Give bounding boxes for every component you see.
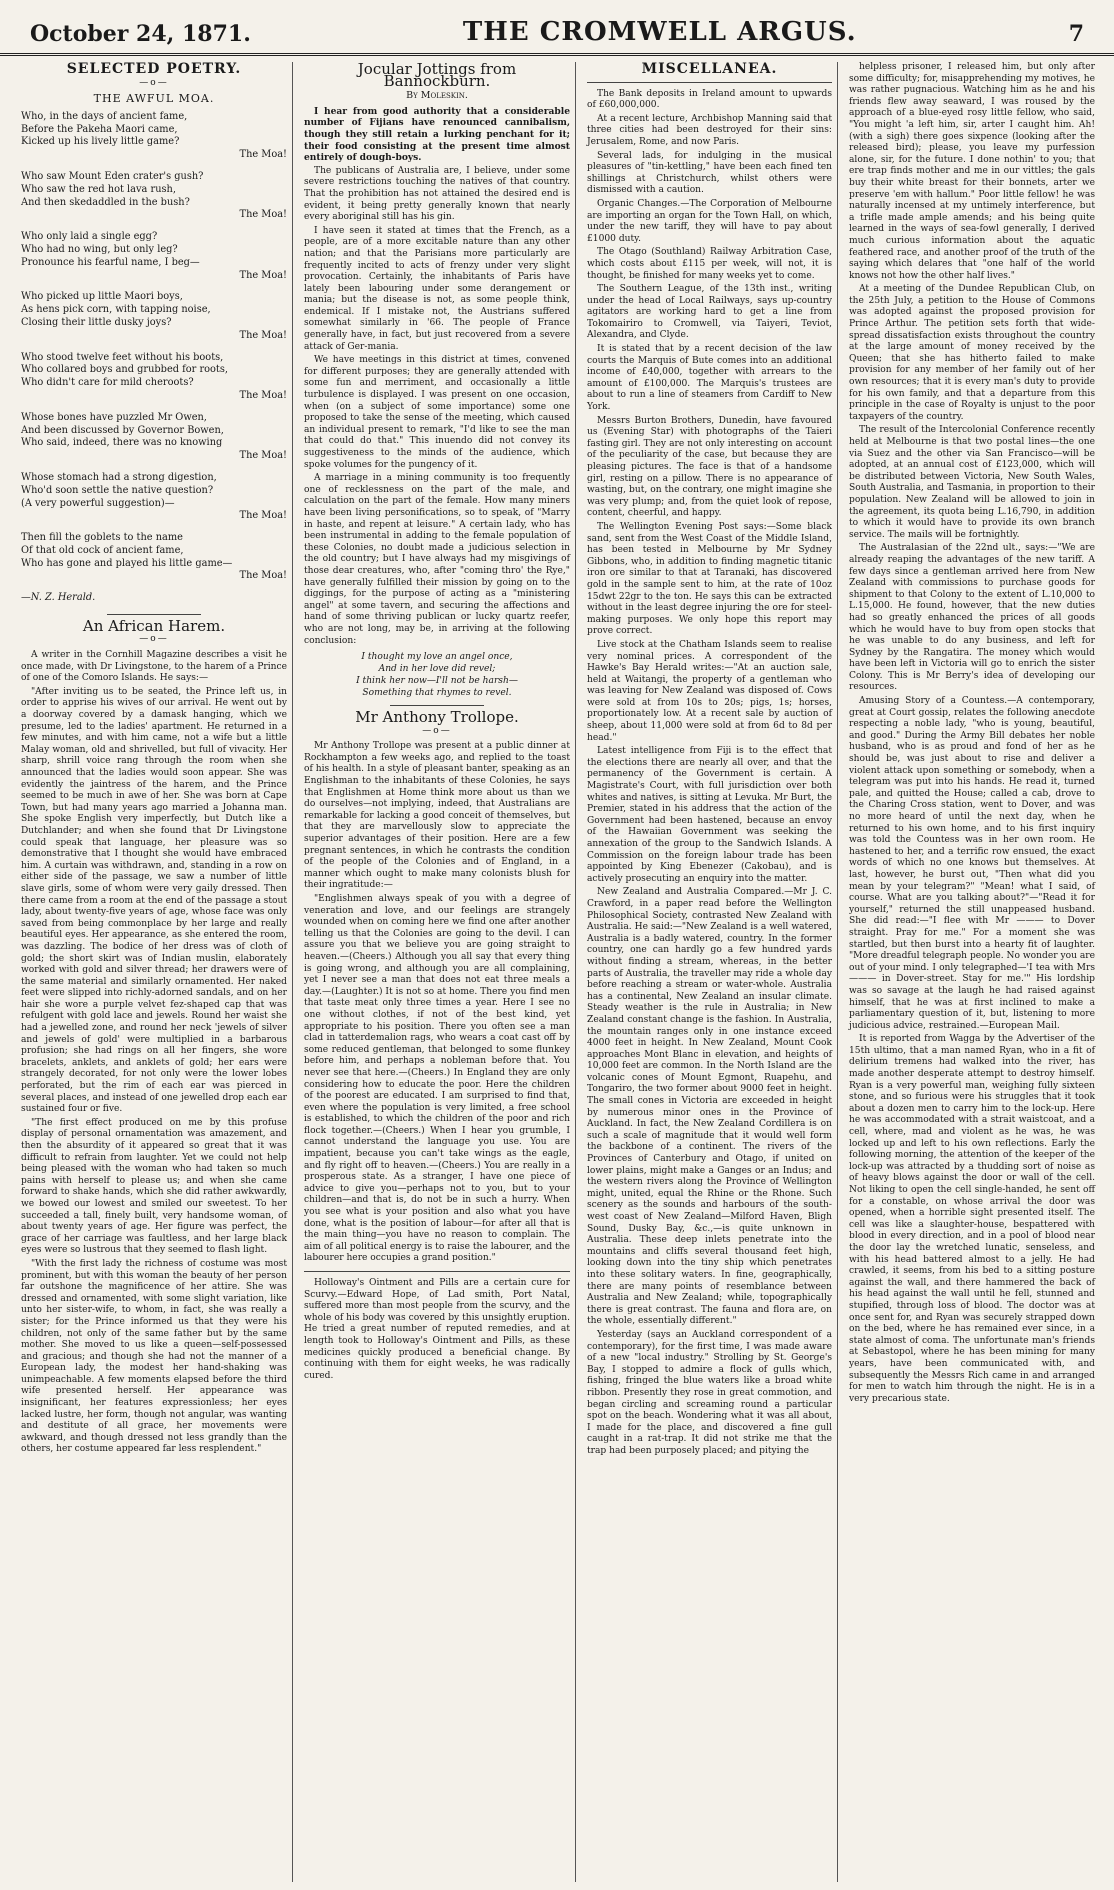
poem-line: Who had no wing, but only leg? bbox=[21, 243, 178, 255]
poem-line: Then fill the goblets to the name bbox=[21, 532, 183, 544]
poem-line: Who'd soon settle the native question? bbox=[21, 484, 214, 496]
divider bbox=[107, 614, 200, 615]
column-2 bbox=[299, 62, 576, 1882]
jottings-body bbox=[304, 106, 570, 647]
page-number: 7 bbox=[1068, 21, 1084, 47]
poem-line: Who has gone and played his little game— bbox=[21, 557, 233, 569]
paragraph: Live stock at the Chatham Islands seem to realise very nominal prices. A correspondent of the Hawke's Bay Herald writes:—"At an auction sale, held at Waitangi, the property of a gentleman who was leaving for New Zealand was disposed of. Cows were sold at from 10s to 20s; pigs, 1s; horses, proportionately low. At a recent sale by auction of sheep, about 11,000 were sold at from 6d to 8d per head." bbox=[587, 639, 832, 743]
verse-line: Something that rhymes to revel. bbox=[362, 688, 512, 699]
paragraph: The Southern League, of the 13th inst., writing under the head of Local Railways, says up-country agitators are working hard to get a line from Tokomairiro to Cromwell, via Taiyeri, Teviot, Alexandra, and Clyde. bbox=[587, 284, 832, 341]
poem-stanza bbox=[21, 472, 287, 523]
section-title-miscellanea: MISCELLANEA. bbox=[641, 62, 778, 77]
poem-refrain: The Moa! bbox=[239, 269, 287, 281]
divider bbox=[304, 1271, 570, 1272]
paragraph: A marriage in a mining community is too frequently one of recklessness on the part of the male, and calculation on the part of the female. How many miners have been living personifications, so to speak, of "Marry in haste, and repent at leisure." A certain lady, who has been instrumental in adding to the female population of these Colonies, no doubt made a judicious selection in the old country; but I have always had my misgivings of those dear creatures, who, after "coming thro' the Rye," have generally fulfilled their mission by going on to the diggings, for the purpose of acting as a "ministering angel" at some tavern, and securing the affections and hand of some thriving publican or lucky quartz reefer, who are not long, may be, in arriving at the following conclusion: bbox=[304, 473, 570, 646]
paragraph: The Otago (Southland) Railway Arbitration Case, which costs about £115 per week, will not, it is thought, be finished for many weeks yet to come. bbox=[587, 247, 832, 281]
poem-line: Who, in the days of ancient fame, bbox=[21, 110, 188, 122]
verse-line: I thought my love an angel once, bbox=[361, 652, 513, 663]
column-4 bbox=[844, 62, 1100, 1882]
paragraph: The Australasian of the 22nd ult., says:—"We are already reaping the advantages of the new tariff. A few days since a gentleman arrived here from New Zealand with commissions to purchase goods for shipment to that Colony to the extent of L.10,000 to L.15,000. He found, however, that the new duties had so greatly enhanced the prices of all goods which he would have to buy from open stocks that he was unable to do any business, and left for Sydney by the Rangatira. The money which would have been left in Victoria will go to enrich the sister Colony. This is Mr Berry's idea of developing our resources. bbox=[849, 543, 1095, 693]
poem-line: As hens pick corn, with tapping noise, bbox=[21, 304, 211, 316]
paragraph: Organic Changes.—The Corporation of Melbourne are importing an organ for the Town Hall, on which, under the new tariff, they will have to pay about £1000 duty. bbox=[587, 198, 832, 244]
verse bbox=[304, 651, 570, 699]
trollope-body bbox=[304, 741, 570, 1265]
section-title-jocular-jottings: Jocular Jottings from Bannockburn. bbox=[357, 62, 517, 90]
poem-line: Who picked up little Maori boys, bbox=[21, 291, 183, 303]
paragraph: It is stated that by a recent decision of the law courts the Marquis of Bute comes into an additional income of £40,000, together with arrears to the amount of £100,000. The Marquis's trustees are about to run a line of steamers from Cardiff to New York. bbox=[587, 344, 832, 413]
newspaper-columns bbox=[16, 62, 1098, 1882]
poem-line: (A very powerful suggestion)— bbox=[21, 497, 175, 509]
article-title-african-harem: An African Harem. bbox=[82, 616, 226, 635]
poem-line: Pronounce his fearful name, I beg— bbox=[21, 256, 200, 268]
miscellanea-body bbox=[587, 89, 832, 1458]
miscellanea-continued bbox=[849, 62, 1095, 1405]
poem-refrain: The Moa! bbox=[239, 389, 287, 401]
poem-line: Who only laid a single egg? bbox=[21, 231, 158, 243]
paragraph: The result of the Intercolonial Conference recently held at Melbourne is that two postal lines—the one via Suez and the other via San Francisco—will be adopted, at an annual cost of £123,000, which will be distributed between Victoria, New South Wales, South Australia, and Tasmania, in proportion to their population. New Zealand will be allowed to join in the agreement, its quota being L.16,790, in addition to which it would have to provide its own branch service. The mails will be fortnightly. bbox=[849, 425, 1095, 540]
poem-line: Who saw the red hot lava rush, bbox=[21, 183, 176, 195]
ornament: —o— bbox=[139, 77, 169, 88]
column-1 bbox=[16, 62, 293, 1882]
poem-line: Before the Pakeha Maori came, bbox=[21, 123, 178, 135]
paragraph: The Bank deposits in Ireland amount to upwards of £60,000,000. bbox=[587, 88, 832, 111]
paragraph: Amusing Story of a Countess.—A contemporary, great at Court gossip, relates the following anecdote respecting a noble lady, "who is young, beautiful, and good." During the Army Bill debates her noble husband, who is as proud and fond of her as he should be, was just about to rise and deliver a violent attack upon something or somebody, when a telegram was put into his hands. He read it, turned pale, and quitted the House; called a cab, drove to the Charing Cross station, went to Dover, and was no more heard of until the next day, when he returned to his own home, and to his first inquiry was told the Countess was in her own room. He hastened to her, and a terrific row ensued, the exact words of which no one knows but themselves. At last, however, he burst out, "Then what did you mean by your telegram?" "Mean! what I said, of course. What are you talking about?"—"Read it for yourself," returned the still unappeased husband. She did read:—"I flee with Mr ——— to Dover straight. Pray for me." For a moment she was startled, but then burst into a hearty fit of laughter. "More dreadful telegraph people. No wonder you are out of your mind. I only telegraphed—'I tea with Mrs ——— in Dover-street. Stay for me.'" His lordship was so savage at the laugh he had raised against himself, that he was at first inclined to make a parliamentary question of it, but, listening to more judicious advice, restrained.—European Mail. bbox=[849, 696, 1095, 1031]
poem-stanza bbox=[21, 291, 287, 342]
poem-line: And been discussed by Governor Bowen, bbox=[21, 424, 224, 436]
holloway-notice: Holloway's Ointment and Pills are a certain cure for Scurvy.—Edward Hope, of Lad smith, Port Natal, suffered more than most people from the scurvy, and the whole of his body was covered by this unsightly eruption. He tried a great number of reputed remedies, and at length took to Holloway's Ointment and Pills, as these medicines quickly produced a beneficial change. By continuing with them for eight weeks, he was radically cured. bbox=[304, 1278, 570, 1381]
poem-credit: —N. Z. Herald. bbox=[21, 592, 96, 604]
byline: By Moleskin. bbox=[406, 90, 468, 102]
poem-line: Who said, indeed, there was no knowing bbox=[21, 437, 223, 449]
paragraph: I have seen it stated at times that the French, as a people, are of a more excitable nature than any other nation; and that the Parisians more particularly are frequently incited to acts of frenzy under very slight provocation. Certainly, the inhabitants of Paris have lately been labouring under some derangement or mania; but the disease is not, as some people think, endemical. If I mistake not, the Austrians suffered somewhat similarly in '66. The people of France generally have, in fact, but just recovered from a severe attack of Ger-mania. bbox=[304, 225, 570, 352]
paragraph: Latest intelligence from Fiji is to the effect that the elections there are nearly all over, and that the permanency of the Government is certain. A Magistrate's Court, with full jurisdiction over both whites and natives, is sitting at Levuka. Mr Burt, the Premier, stated in his address that the action of the Government had been hastened, because an envoy of the Hawaiian Government was seeking the annexation of the group to the Sandwich Islands. A Commission on the foreign labour trade has been appointed by King Ebenezer (Cakobau), and is actively prosecuting an enquiry into the matter. bbox=[587, 746, 832, 884]
poem-title: THE AWFUL MOA. bbox=[93, 92, 215, 106]
paragraph: Mr Anthony Trollope was present at a public dinner at Rockhampton a few weeks ago, and replied to the toast of his health. In a style of pleasant banter, speaking as an Englishman to the inhabitants of these Colonies, he says that Englishmen at Home think more about us than we do ourselves—not implying, indeed, that Australians are remarkable for lacking a good conceit of themselves, but that they are marvellously slow to appreciate the superior advantages of their position. Here are a few pregnant sentences, in which he contrasts the condition of the people of the Colonies and of England, in a manner which ought to make many colonists blush for their ingratitude:— bbox=[304, 741, 570, 891]
poem-line: Who stood twelve feet without his boots, bbox=[21, 351, 224, 363]
poem-stanza bbox=[21, 231, 287, 282]
section-title-selected-poetry: SELECTED POETRY. bbox=[66, 62, 242, 77]
poem-refrain: The Moa! bbox=[239, 450, 287, 462]
paragraph: "Englishmen always speak of you with a degree of veneration and love, and our feelings are strangely wounded when on coming here we find one after another telling us that the Colonies are going to the devil. I can assure you that we believe you are going straight to heaven.—(Cheers.) Although you all say that every thing is going wrong, and although you are all complaining, yet I never see a man that does not eat three meals a day.—(Laughter.) It is not so at home. There you find men that taste meat only three times a year. Here I see no one without clothes, if not of the best kind, yet appropriate to his position. There you often see a man clad in tatterdemalion rags, who wears a coat cast off by some reduced gentleman, that belonged to some flunkey before him, and perhaps a nobleman before that. You never see that here.—(Cheers.) In England they are only considering how to educate the poor. Here the children of the poorest are educated. I am surprised to find that, even where the population is very limited, a free school is established, to which the children of the poor and rich flock together.—(Cheers.) When I hear you grumble, I cannot understand the language you use. You are impatient, because you can't take wings as the eagle, and fly right off to heaven.—(Cheers.) You are really in a prosperous state. As a stranger, I have one piece of advice to give you—perhaps not to you, but to your children—and that is, do not be in such a hurry. When you see what is your position and also what you have done, what is the position of labour—for after all that is the main thing—you have no reason to complain. The aim of all political energy is to raise the labourer, and the labourer here occupies a grand position." bbox=[304, 894, 570, 1264]
poem-body bbox=[21, 111, 287, 584]
poem-stanza bbox=[21, 171, 287, 222]
poem-line: And then skedaddled in the bush? bbox=[21, 196, 190, 208]
newspaper-title: THE CROMWELL ARGUS. bbox=[462, 17, 857, 47]
paragraph: The publicans of Australia are, I believe, under some severe restrictions touching the natives of that country. That the prohibition has not attained the desired end is evident, it being pretty generally known that nearly every aboriginal still has his gin. bbox=[304, 165, 570, 223]
paragraph: "After inviting us to be seated, the Prince left us, in order to apprise his wives of our arrival. He went out by a doorway covered by a damask hanging, which we presume, led to the ladies' apartment. He returned in a few minutes, and with him came, not a wife but a little Malay woman, old and shrivelled, but full of vivacity. Her sharp, shrill voice rang through the room when she announced that the ladies would soon appear. She was evidently the jaintress of the harem, and the Prince seemed to be much in awe of her. She was born at Cape Town, but had many years ago married a Johanna man. She spoke English very imperfectly, but Dutch like a Dutchlander; and when she found that Dr Livingstone could speak that language, her pleasure was so demonstrative that I thought she would have embraced him. A curtain was withdrawn, and, standing in a row on either side of the passage, we saw a number of little slave girls, some of whom were very gaily dressed. Then there came from a room at the end of the passage a stout lady, about twenty-five years of age, whose face was only saved from being commonplace by her large and really beautiful eyes. Her appearance, as she entered the room, was dazzling. The bodice of her dress was of cloth of gold; the short skirt was of Indian muslin, elaborately worked with gold and silver thread; her drawers were of the same material and similarly ornamented. Her naked feet were slipped into richly-adorned sandals, and on her hair she wore a purple velvet fez-shaped cap that was refulgent with gold lace and jewels. Round her waist she had a jewelled zone, and round her neck 'jewels of silver and jewels of gold' were multiplied in a barbarous profusion; she had rings on all her fingers, she wore bracelets, anklets, and anklets of gold; her ears were strangely decorated, for not only were the lower lobes perforated, but the rim of each ear was pierced in several places, and instead of one jewelled drop each ear sustained four or five. bbox=[21, 686, 287, 1115]
paragraph: New Zealand and Australia Compared.—Mr J. C. Crawford, in a paper read before the Wellington Philosophical Society, contrasted New Zealand with Australia. He said:—"New Zealand is a well watered, Australia is a badly watered, country. In the former country, one can hardly go a few hundred yards without finding a stream, whereas, in the better parts of Australia, the traveller may ride a whole day before reaching a stream or water-whole. Australia has a continental, New Zealand an insular climate. Steady weather is the rule in Australia; in New Zealand constant change is the fashion. In Australia, the mountain ranges only in one instance exceed 4000 feet in height. In New Zealand, Mount Cook approaches Mont Blanc in elevation, and heights of 10,000 feet are common. In the North Island are the volcanic cones of Mount Egmont, Ruapehu, and Tongariro, the two former about 9000 feet in height. The small cones in Victoria are exceeded in height by numerous minor ones in the Province of Auckland. In fact, the New Zealand Cordillera is on such a scale of magnitude that it would well form the backbone of a continent. The rivers of the Provinces of Canterbury and Otago, if united on lower plains, might make a Ganges or an Indus; and the western rivers along the Province of Wellington might, united, equal the Rhine or the Rhone. Such scenery as the sounds and harbours of the south-west coast of New Zealand—Milford Haven, Bligh Sound, Dusky Bay, &c.,—is quite unknown in Australia. These deep inlets penetrate into the mountains and cliffs several thousand feet high, looking down into the tiny ship which penetrates into these solitary waters. In fine, geographically, there are many points of resemblance between Australia and New Zealand; while, topographically there is great contrast. The fauna and flora are, on the whole, essentially different." bbox=[587, 887, 832, 1327]
poem-refrain: The Moa! bbox=[239, 149, 287, 161]
issue-date: October 24, 1871. bbox=[30, 21, 251, 47]
poem-line: Whose bones have puzzled Mr Owen, bbox=[21, 411, 207, 423]
paragraph: Several lads, for indulging in the musical pleasures of "tin-kettling," have been each fined ten shillings at Christchurch, whilst others were dismissed with a caution. bbox=[587, 150, 832, 196]
verse-line: And in her love did revel; bbox=[378, 664, 496, 675]
verse-line: I think her now—I'll not be harsh— bbox=[356, 676, 518, 687]
paragraph: "The first effect produced on me by this profuse display of personal ornamentation was amazement, and then the absurdity of it appeared so great that it was difficult to refrain from laughter. Yet we could not help being pleased with the woman who had taken so much pains with herself to please us; and when she came forward to shake hands, which she did rather awkwardly, we bowed our lowest and smiled our sweetest. To her succeeded a tall, finely built, very handsome woman, of about twenty years of age. Her figure was perfect, the grace of her carriage was faultless, and her large black eyes were so lustrous that they seemed to flash light. bbox=[21, 1117, 287, 1256]
paragraph: Messrs Burton Brothers, Dunedin, have favoured us (Evening Star) with photographs of the Taieri fasting girl. They are not only interesting on account of the peculiarity of the case, but because they are pleasing pictures. The face is that of a handsome girl, resting on a pillow. There is no appearance of wasting, but, on the contrary, one might imagine she was very plump; and, from the quiet look of repose, content, cheerful, and happy. bbox=[587, 415, 832, 519]
paragraph: Yesterday (says an Auckland correspondent of a contemporary), for the first time, I was made aware of a new "local industry." Strolling by St. George's Bay, I stopped to admire a flock of gulls which, fishing, fringed the blue waters like a broad white ribbon. Presently they rose in great commotion, and began circling and screaming round a particular spot on the beach. Wondering what it was all about, I made for the place, and discovered a fine gull caught in a rat-trap. It did not strike me that the trap had been purposely placed; and pitying the bbox=[587, 1329, 832, 1456]
divider bbox=[390, 705, 483, 706]
paragraph: helpless prisoner, I released him, but only after some difficulty; for, misapprehending my motives, he was rather pugnacious. Watching him as he and his friends flew away seaward, I was roused by the approach of a blue-eyed rosy little fellow, who said, "You might 'a left him, sir, arter I caught him. Ah! (with a sigh) there goes sixpence (looking after the released bird); please, you leave my purfession alone, sir, for the future. I done nothin' to you; that ere trap finds mother and me in our vittles; the gals buy their white breast for their bonnets, arter we preserve 'em with hallum." Poor little fellow! he was naturally incensed at my untimely interference, but a trifle made ample amends; and his being quite learned in the ways of sea-fowl generally, I derived much curious information about the aquatic feathered race, and another proof of the truth of the saying which delares that "one half of the world knows not how the other half lives." bbox=[849, 62, 1095, 281]
poem-stanza bbox=[21, 352, 287, 403]
poem-refrain: The Moa! bbox=[239, 209, 287, 221]
ornament: —o— bbox=[139, 634, 169, 645]
column-3 bbox=[582, 62, 838, 1882]
paragraph: The Wellington Evening Post says:—Some black sand, sent from the West Coast of the Middle Island, has been tested in Melbourne by Mr Sydney Gibbons, who, in addition to finding magnetic titanic iron ore similar to that at Taranaki, has discovered gold in the sample sent to him, at the rate of 10oz 15dwt 22gr to the ton. He says this can be extracted without in the least degree injuring the ore for steel-making purposes. We only hope this report may prove correct. bbox=[587, 521, 832, 637]
divider bbox=[587, 82, 832, 83]
poem-refrain: The Moa! bbox=[239, 510, 287, 522]
poem-refrain: The Moa! bbox=[239, 570, 287, 582]
paragraph: At a recent lecture, Archbishop Manning said that three cities had been destroyed for their sins: Jerusalem, Rome, and now Paris. bbox=[587, 113, 832, 147]
article-title-trollope: Mr Anthony Trollope. bbox=[355, 708, 519, 727]
masthead bbox=[0, 0, 1114, 56]
poem-stanza bbox=[21, 111, 287, 162]
poem-line: Of that old cock of ancient fame, bbox=[21, 544, 184, 556]
paragraph: "With the first lady the richness of costume was most prominent, but with this woman the beauty of her person far outshone the magnificence of her attire. She was dressed and ornamented, with some slight variation, like unto her sister-wife, to whom, in fact, she was really a sister; for the Prince informed us that they were his children, not only of the same father but by the same mother. She moved to us like a queen—self-possessed and gracious; and though she had not the manner of a European lady, the modest her hand-shaking was unimpeachable. A few moments elapsed before the third wife presented herself. Her appearance was insignificant, her features expressionless; her eyes lacked lustre, her form, though not angular, was wanting and destitute of all grace, her movements were awkward, and though dressed not less grandly than the others, her costume appeared far less resplendent." bbox=[21, 1258, 287, 1455]
poem-line: Closing their little dusky joys? bbox=[21, 316, 172, 328]
poem-stanza bbox=[21, 412, 287, 463]
poem-line: Whose stomach had a strong digestion, bbox=[21, 471, 217, 483]
paragraph: I hear from good authority that a considerable number of Fijians have renounced cannibalism, though they still retain a lurking penchant for it; their food consisting at the present time almost entirely of dough-boys. bbox=[304, 105, 570, 164]
poem-line: Kicked up his lively little game? bbox=[21, 136, 180, 148]
paragraph: It is reported from Wagga by the Advertiser of the 15th ultimo, that a man named Ryan, who in a fit of delirium tremens had walked into the river, has made another desperate attempt to destroy himself. Ryan is a very powerful man, weighing fully sixteen stone, and so furious were his struggles that it took about a dozen men to carry him to the lock-up. Here he was accommodated with a strait waistcoat, and a cell, where, mad and violent as he was, he was locked up and left to his own reflections. Early the following morning, the attention of the keeper of the lock-up was attracted by a thudding sort of noise as of heavy blows against the door or wall of the cell. Not liking to open the cell single-handed, he sent off for a constable, on whose arrival the door was opened, when a horrible sight presented itself. The cell was like a slaughter-house, bespattered with blood in every direction, and in a pool of blood near the door lay the wretched lunatic, senseless, and with his head battered almost to a jelly. He had crawled, it seems, from his bed to a sitting posture against the wall, and there hammered the back of his head against the wall until he fell, stunned and stupified, through loss of blood. The doctor was at once sent for, and Ryan was securely strapped down on the bed, where he has remained ever since, in a state almost of coma. The unfortunate man's friends at Sebastopol, where he has been mining for many years, have been communicated with, and subsequently the Messrs Rich came in and arranged for men to watch him through the night. He is in a very precarious state. bbox=[849, 1034, 1095, 1404]
poem-line: Who saw Mount Eden crater's gush? bbox=[21, 170, 204, 182]
poem-line: Who didn't care for mild cheroots? bbox=[21, 377, 194, 389]
poem-refrain: The Moa! bbox=[239, 329, 287, 341]
article-body bbox=[21, 650, 287, 1456]
poem-stanza bbox=[21, 532, 287, 583]
paragraph: A writer in the Cornhill Magazine describes a visit he once made, with Dr Livingstone, to the harem of a Prince of one of the Comoro Islands. He says:— bbox=[21, 650, 287, 684]
poem-line: Who collared boys and grubbed for roots, bbox=[21, 364, 229, 376]
ornament: —o— bbox=[422, 725, 452, 736]
paragraph: We have meetings in this district at times, convened for different purposes; they are generally attended with some fun and merriment, and occasionally a little turbulence is displayed. I was present on one occasion, when (on a subject of some importance) some one proposed to take the sense of the meeting, which caused an individual present to remark, "I'd like to see the man that could do that." This inuendo did not convey its suggestiveness to the minds of the audience, which spoke volumes for the pungency of it. bbox=[304, 355, 570, 470]
paragraph: At a meeting of the Dundee Republican Club, on the 25th July, a petition to the House of Commons was adopted against the proposed provision for Prince Arthur. The petition sets forth that wide-spread dissatisfaction exists throughout the country at the large amount of money received by the Queen; that she has hitherto failed to make provision for any member of her family out of her own resources; that it is every man's duty to provide for his own family, and that a departure from this principle in the case of Royalty is unjust to the poor taxpayers of the country. bbox=[849, 284, 1095, 422]
